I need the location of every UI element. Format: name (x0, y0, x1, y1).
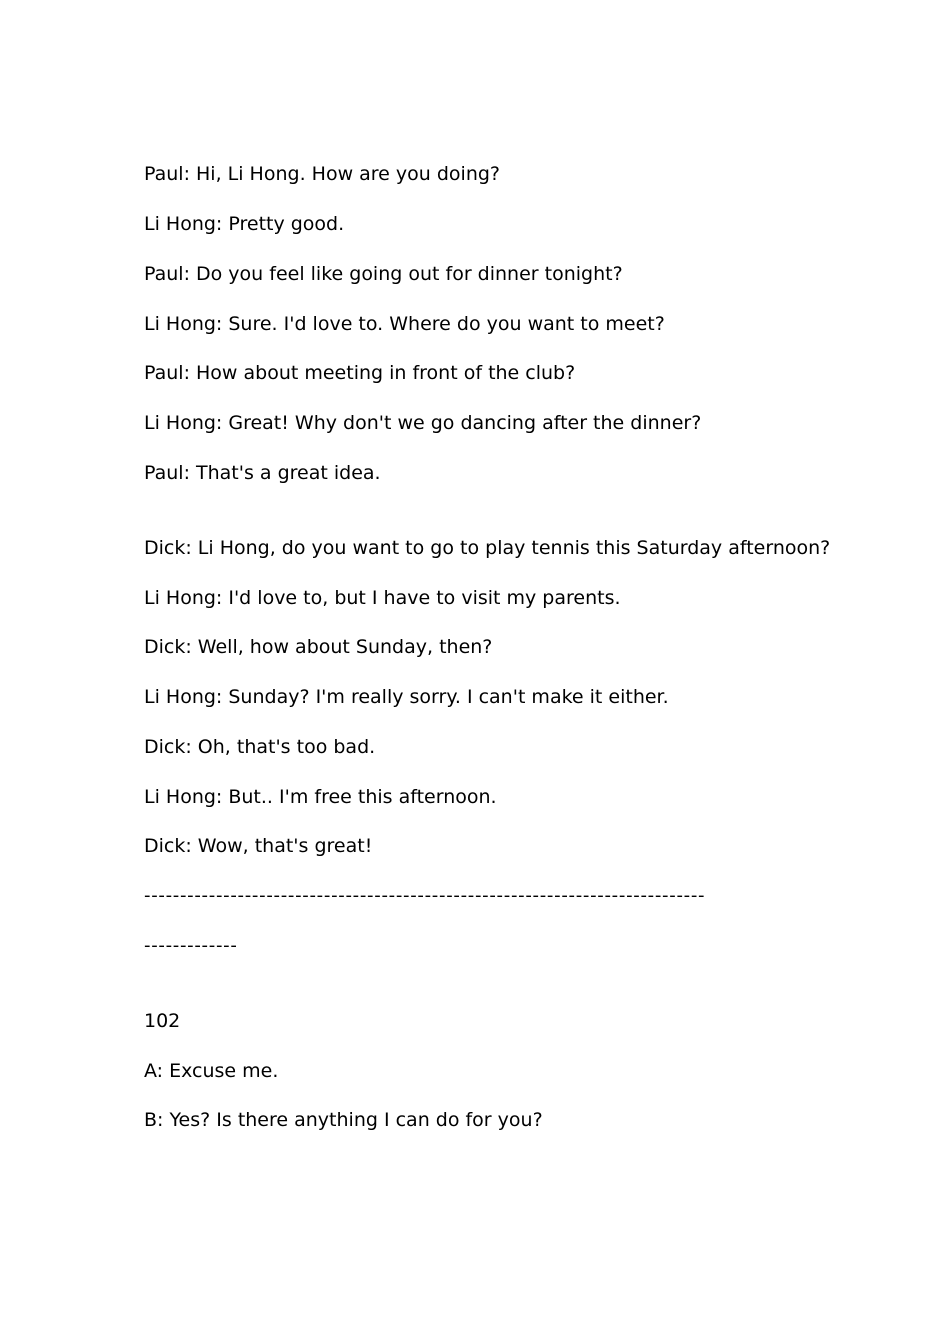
dialogue-line: Paul: Hi, Li Hong. How are you doing? (144, 163, 501, 185)
dialogue-line: Li Hong: Great! Why don't we go dancing after the dinner? (144, 412, 702, 434)
dialogue-line: Li Hong: Pretty good. (144, 213, 345, 235)
section-number: 102 (144, 1010, 181, 1032)
dialogue-line: Dick: Li Hong, do you want to go to play tennis this Saturday afternoon? (144, 537, 831, 559)
dialogue-line: Dick: Well, how about Sunday, then? (144, 636, 493, 658)
dialogue-line: Dick: Oh, that's too bad. (144, 736, 376, 758)
dialogue-line: Paul: How about meeting in front of the club? (144, 362, 576, 384)
dialogue-line: B: Yes? Is there anything I can do for you? (144, 1109, 543, 1131)
dialogue-line: Li Hong: But.. I'm free this afternoon. (144, 786, 497, 808)
dashed-separator-continued: ------------- (144, 935, 238, 956)
dialogue-line: Li Hong: Sure. I'd love to. Where do you want to meet? (144, 313, 665, 335)
dialogue-line: Dick: Wow, that's great! (144, 835, 373, 857)
dashed-separator: ------------------------------------------------------------------------------ (144, 885, 706, 906)
dialogue-line: Li Hong: Sunday? I'm really sorry. I can't make it either. (144, 686, 669, 708)
dialogue-line: Li Hong: I'd love to, but I have to visit my parents. (144, 587, 621, 609)
dialogue-line: Paul: That's a great idea. (144, 462, 381, 484)
dialogue-line: Paul: Do you feel like going out for dinner tonight? (144, 263, 623, 285)
dialogue-line: A: Excuse me. (144, 1060, 279, 1082)
